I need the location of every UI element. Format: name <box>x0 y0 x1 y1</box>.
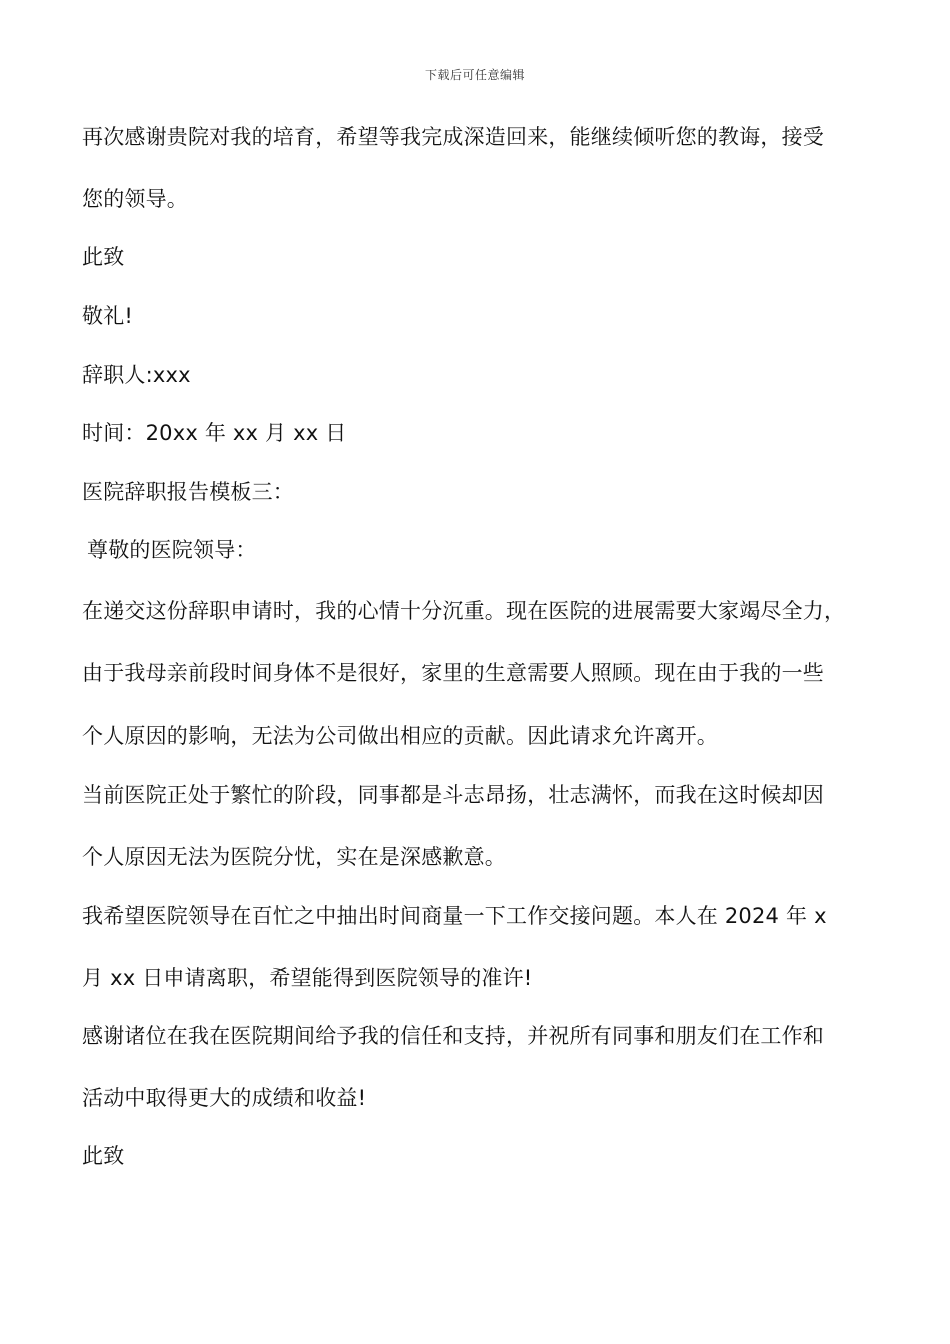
section-title: 医院辞职报告模板三： <box>82 480 294 504</box>
page-header-note: 下载后可任意编辑 <box>424 68 525 82</box>
paragraph-line-leadership: 您的领导。 <box>82 187 188 211</box>
closing-salutation: 此致 <box>82 1144 125 1168</box>
paragraph-line: 在递交这份辞职申请时，我的心情十分沉重。现在医院的进展需要大家竭尽全力， <box>82 599 846 623</box>
signature-date: 时间：20xx 年 xx 月 xx 日 <box>82 421 347 445</box>
paragraph-line: 当前医院正处于繁忙的阶段，同事都是斗志昂扬，壮志满怀，而我在这时候却因 <box>82 783 824 807</box>
paragraph-line: 个人原因无法为医院分忧，实在是深感歉意。 <box>82 845 506 869</box>
closing-regards: 敬礼! <box>82 304 134 328</box>
paragraph-line: 感谢诸位在我在医院期间给予我的信任和支持，并祝所有同事和朋友们在工作和 <box>82 1024 824 1048</box>
closing-salutation: 此致 <box>82 245 125 269</box>
paragraph-line-thanks: 再次感谢贵院对我的培育，希望等我完成深造回来，能继续倾听您的教诲，接受 <box>82 125 824 149</box>
paragraph-line: 我希望医院领导在百忙之中抽出时间商量一下工作交接问题。本人在 2024 年 x <box>82 904 827 928</box>
signature-name: 辞职人:xxx <box>82 363 191 387</box>
paragraph-line: 活动中取得更大的成绩和收益! <box>82 1086 367 1110</box>
paragraph-line: 由于我母亲前段时间身体不是很好，家里的生意需要人照顾。现在由于我的一些 <box>82 661 824 685</box>
letter-greeting: 尊敬的医院领导： <box>87 538 257 562</box>
paragraph-line: 个人原因的影响，无法为公司做出相应的贡献。因此请求允许离开。 <box>82 724 718 748</box>
paragraph-line: 月 xx 日申请离职，希望能得到医院领导的准许! <box>82 966 533 990</box>
